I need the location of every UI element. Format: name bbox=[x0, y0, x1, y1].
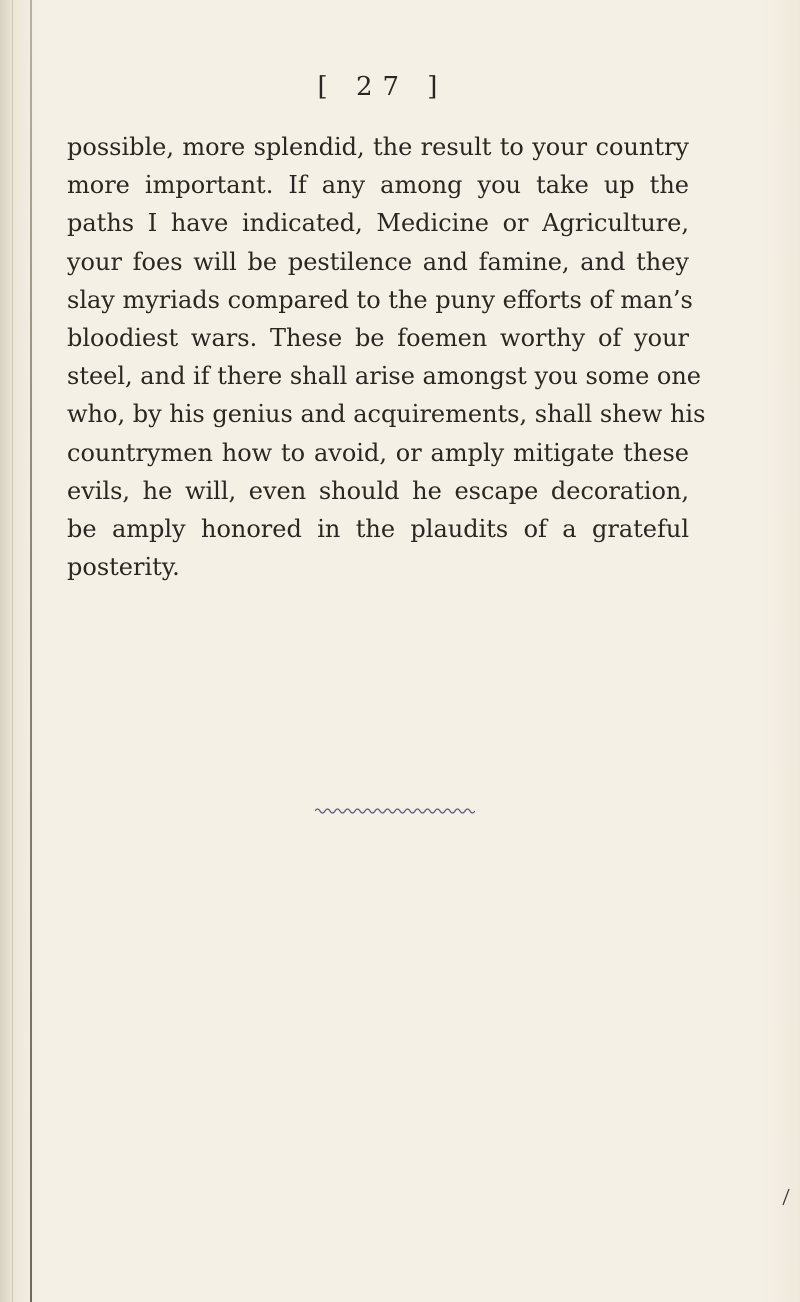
text-line: who, by his genius and acquirements, shall shew his bbox=[67, 400, 706, 429]
text-line: steel, and if there shall arise amongst you some one bbox=[67, 362, 702, 391]
page-number: [ 27 ] bbox=[317, 72, 448, 102]
text-line: posterity. bbox=[67, 553, 180, 582]
text-line: more important. If any among you take up the bbox=[67, 171, 689, 200]
page-gutter-shadow bbox=[12, 0, 13, 1302]
wavy-rule-ornament bbox=[315, 806, 475, 816]
text-line: bloodiest wars. These be foemen worthy of your bbox=[67, 324, 689, 353]
text-line: possible, more splendid, the result to your country bbox=[67, 133, 689, 161]
text-line: your foes will be pestilence and famine, and they bbox=[67, 247, 689, 276]
page-gutter-edge bbox=[30, 0, 32, 1302]
text-line: evils, he will, even should he escape decoration, bbox=[67, 476, 689, 505]
pencil-mark bbox=[781, 1188, 791, 1206]
text-line: paths I have indicated, Medicine or Agriculture, bbox=[67, 209, 689, 238]
text-line: countrymen how to avoid, or amply mitigate these bbox=[67, 438, 689, 467]
body-paragraph bbox=[67, 128, 706, 586]
text-line: slay myriads compared to the puny efforts of man’s bbox=[67, 285, 693, 314]
text-line: be amply honored in the plaudits of a grateful bbox=[67, 515, 689, 544]
